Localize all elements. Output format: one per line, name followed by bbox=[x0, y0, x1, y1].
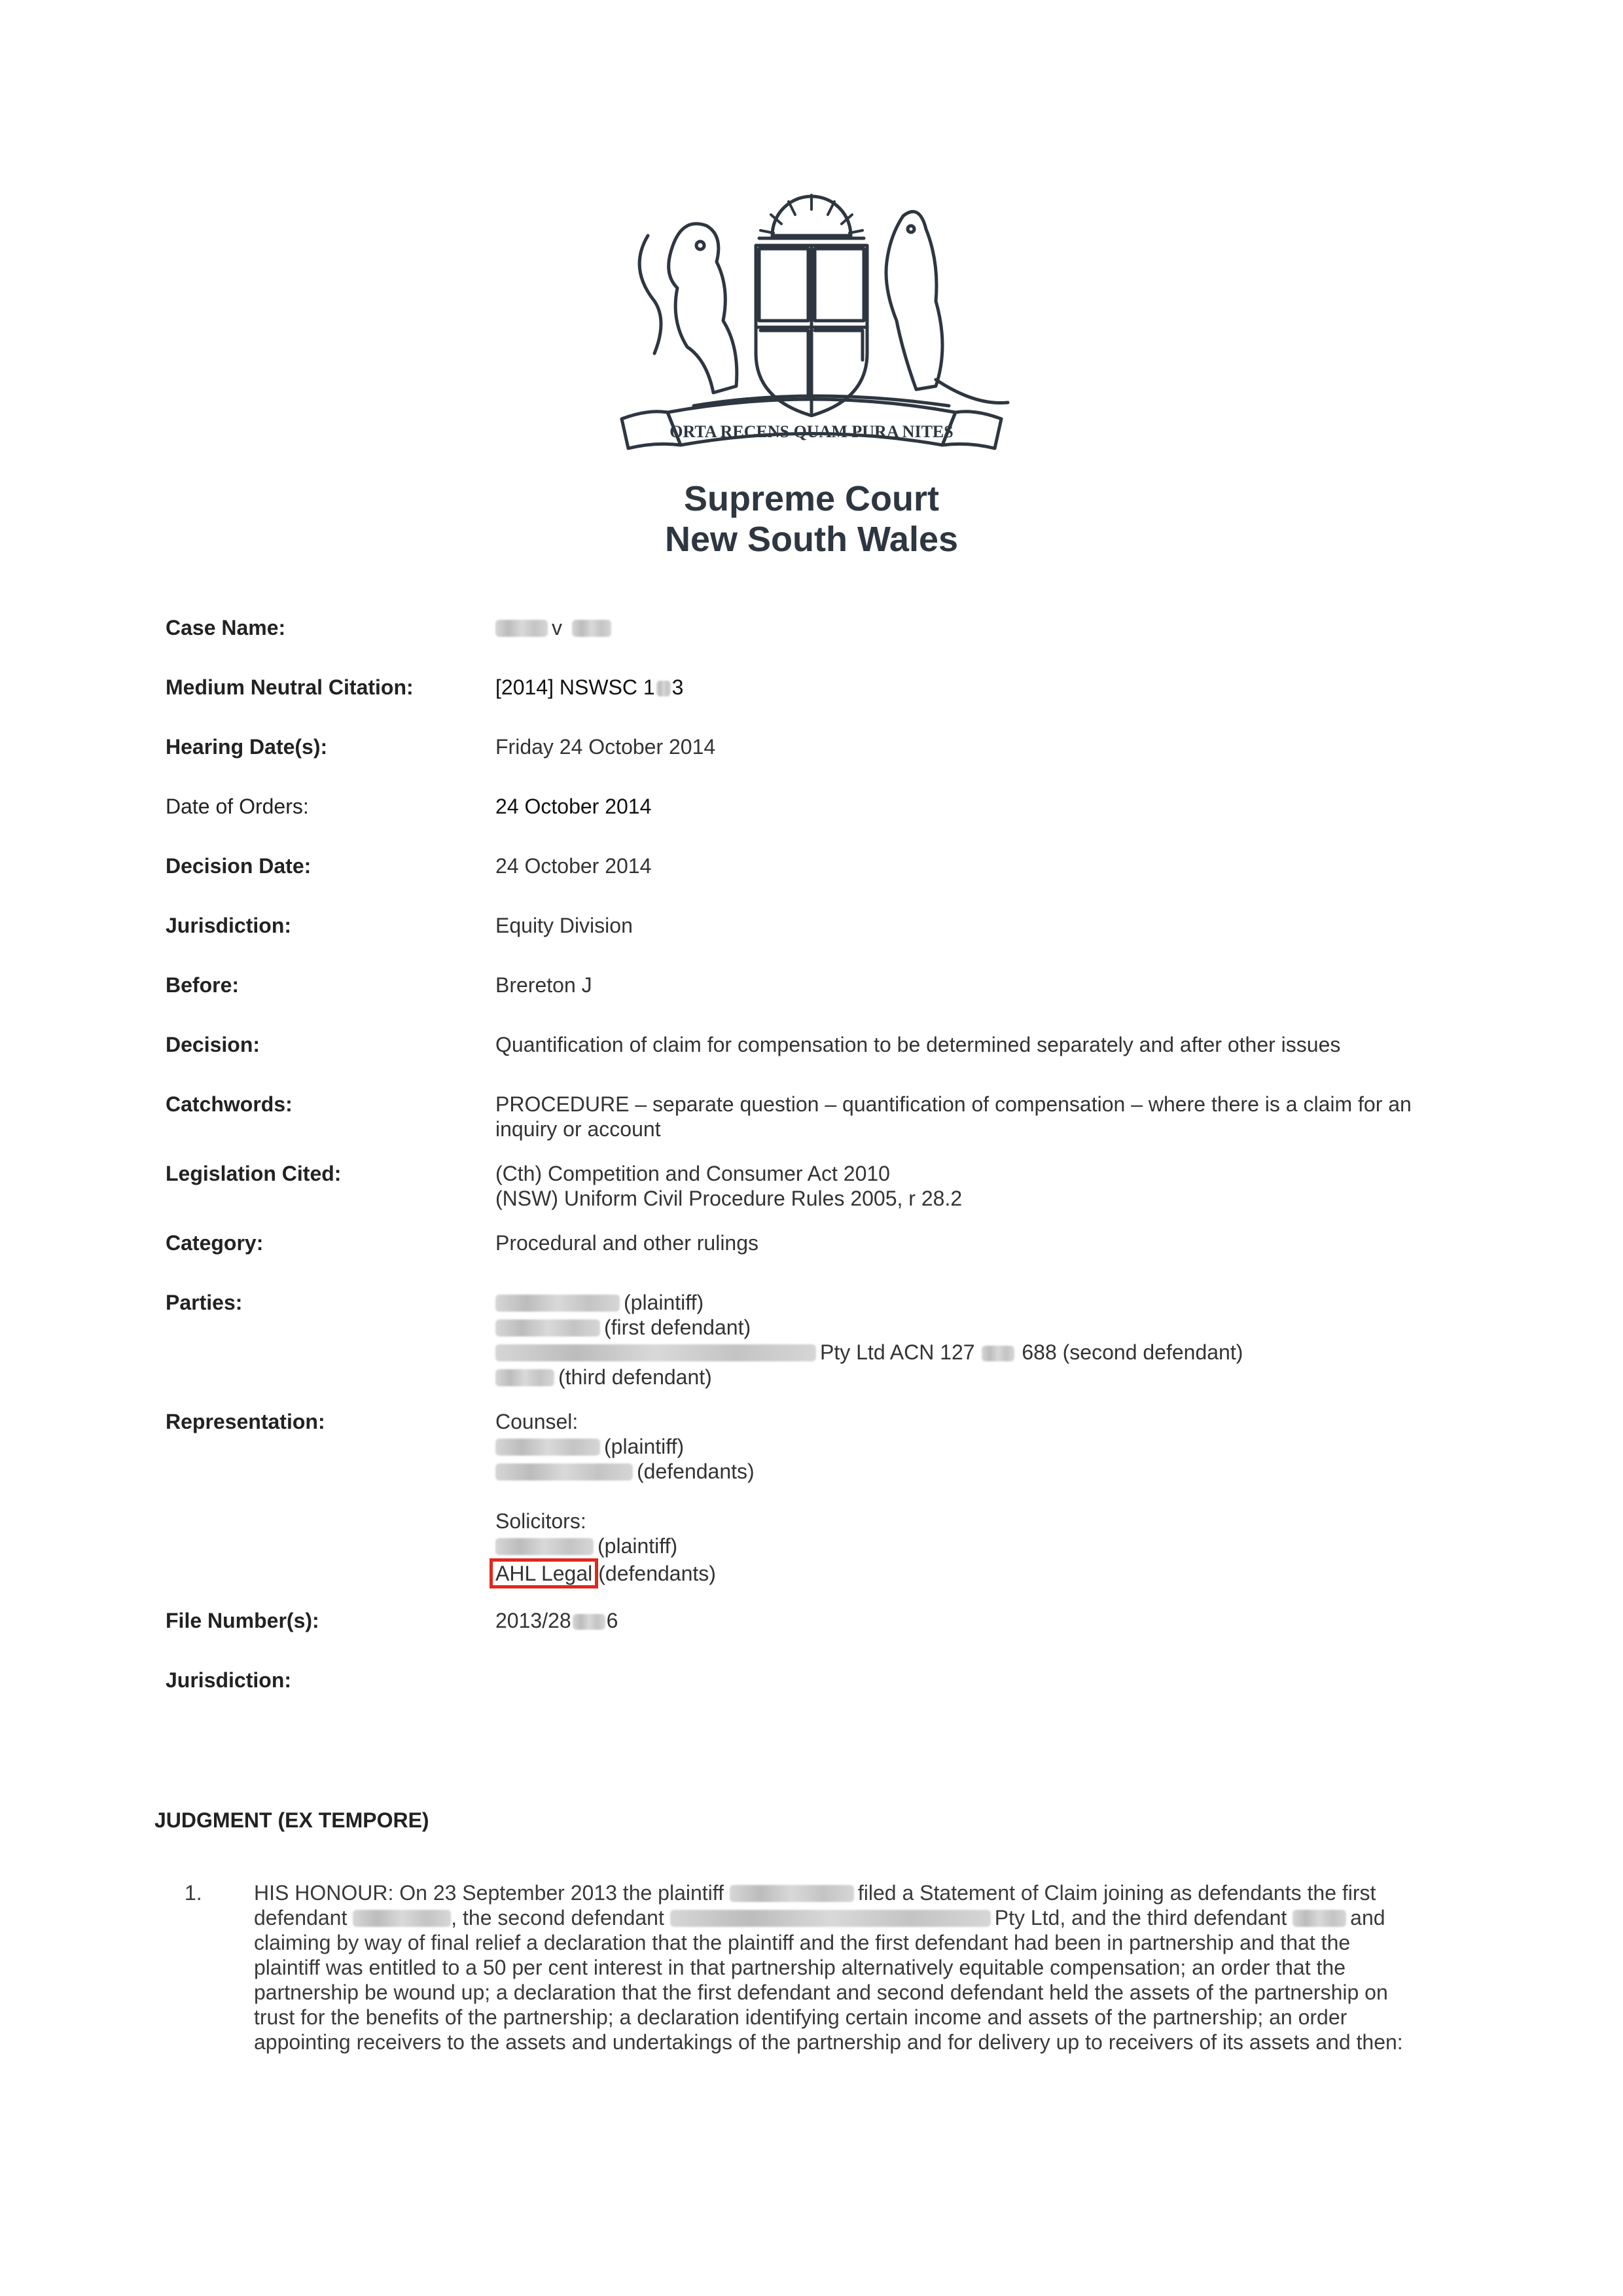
judgment-paragraph-1 bbox=[185, 1880, 1467, 2054]
label-hearing-date: Hearing Date(s): bbox=[166, 735, 328, 759]
value-representation: Counsel: (plaintiff) (defendants) Solicitors: (plaintiff) AHL Legal (defendants) bbox=[495, 1409, 1474, 1588]
value-hearing-date: Friday 24 October 2014 bbox=[495, 735, 716, 759]
row-parties bbox=[166, 1290, 1474, 1390]
value-jurisdiction: Equity Division bbox=[495, 914, 633, 937]
paragraph-text: HIS HONOUR: On 23 September 2013 the plaintiff filed a Statement of Claim joining as defendants the first defendant , the second defendant Pty Ltd, and the third defendant and claiming by way of final relief a declaration that the plaintiff and the first defendant had been in partnership and that the plaintiff was entitled to a 50 per cent interest in that partnership alternatively equitable compensation; an order that the partnership be wound up; a declaration that the first defendant and second defendant held the assets of the partnership on trust for the benefits of the partnership; a declaration identifying certain income and assets of the partnership; an order appointing receivers to the assets and undertakings of the partnership and for delivery up to receivers of its assets and then: bbox=[254, 1881, 1403, 2054]
value-legislation: (Cth) Competition and Consumer Act 2010 (NSW) Uniform Civil Procedure Rules 2005, r 28.2 bbox=[495, 1162, 963, 1210]
row-before bbox=[166, 973, 1474, 997]
label-jurisdiction-2: Jurisdiction: bbox=[166, 1668, 292, 1692]
row-legislation bbox=[166, 1161, 1474, 1211]
label-legislation: Legislation Cited: bbox=[166, 1162, 342, 1185]
value-decision-date: 24 October 2014 bbox=[495, 854, 652, 878]
paragraph-number: 1. bbox=[185, 1881, 202, 1905]
value-date-of-orders: 24 October 2014 bbox=[495, 795, 652, 818]
value-category: Procedural and other rulings bbox=[495, 1231, 759, 1255]
value-catchwords: PROCEDURE – separate question – quantification of compensation – where there is a claim for an inquiry or account bbox=[495, 1092, 1412, 1141]
motto-text: ORTA RECENS QUAM PURA NITES bbox=[669, 422, 954, 441]
label-catchwords: Catchwords: bbox=[166, 1092, 293, 1116]
label-before: Before: bbox=[166, 973, 240, 997]
label-date-of-orders: Date of Orders: bbox=[166, 795, 309, 818]
value-before: Brereton J bbox=[495, 973, 592, 997]
row-representation bbox=[166, 1409, 1474, 1588]
value-citation: [2014] NSWSC 1 3 bbox=[495, 675, 684, 699]
row-jurisdiction bbox=[166, 913, 1474, 938]
row-jurisdiction-2 bbox=[166, 1668, 1474, 1693]
row-category bbox=[166, 1230, 1474, 1255]
highlighted-solicitor-name: AHL Legal bbox=[490, 1558, 598, 1588]
row-date-of-orders bbox=[166, 794, 1474, 819]
label-jurisdiction: Jurisdiction: bbox=[166, 914, 292, 937]
label-citation: Medium Neutral Citation: bbox=[166, 675, 414, 699]
coat-of-arms-logo bbox=[609, 190, 1014, 465]
row-case-name bbox=[166, 615, 1474, 640]
label-category: Category: bbox=[166, 1231, 264, 1255]
value-case-name: v bbox=[495, 615, 1474, 640]
label-representation: Representation: bbox=[166, 1410, 325, 1433]
label-decision-date: Decision Date: bbox=[166, 854, 312, 878]
court-title-line2: New South Wales bbox=[664, 520, 959, 559]
row-decision-date bbox=[166, 853, 1474, 878]
row-catchwords bbox=[166, 1092, 1474, 1141]
row-hearing-date bbox=[166, 734, 1474, 759]
value-decision: Quantification of claim for compensation to be determined separately and after other issues bbox=[495, 1033, 1341, 1056]
row-decision bbox=[166, 1032, 1474, 1057]
label-parties: Parties: bbox=[166, 1291, 243, 1314]
label-decision: Decision: bbox=[166, 1033, 260, 1056]
row-file-number bbox=[166, 1608, 1474, 1633]
label-case-name: Case Name: bbox=[166, 616, 286, 639]
row-citation bbox=[166, 675, 1474, 700]
case-metadata-table bbox=[166, 615, 1474, 1693]
court-title-line1: Supreme Court bbox=[683, 479, 940, 518]
label-file-number: File Number(s): bbox=[166, 1609, 319, 1632]
value-parties: (plaintiff) (first defendant) Pty Ltd ACN 127 688 (second defendant) (third defendant) bbox=[495, 1290, 1474, 1390]
value-file-number: 2013/28 6 bbox=[495, 1609, 618, 1632]
judgment-heading: JUDGMENT (EX TEMPORE) bbox=[154, 1808, 429, 1832]
